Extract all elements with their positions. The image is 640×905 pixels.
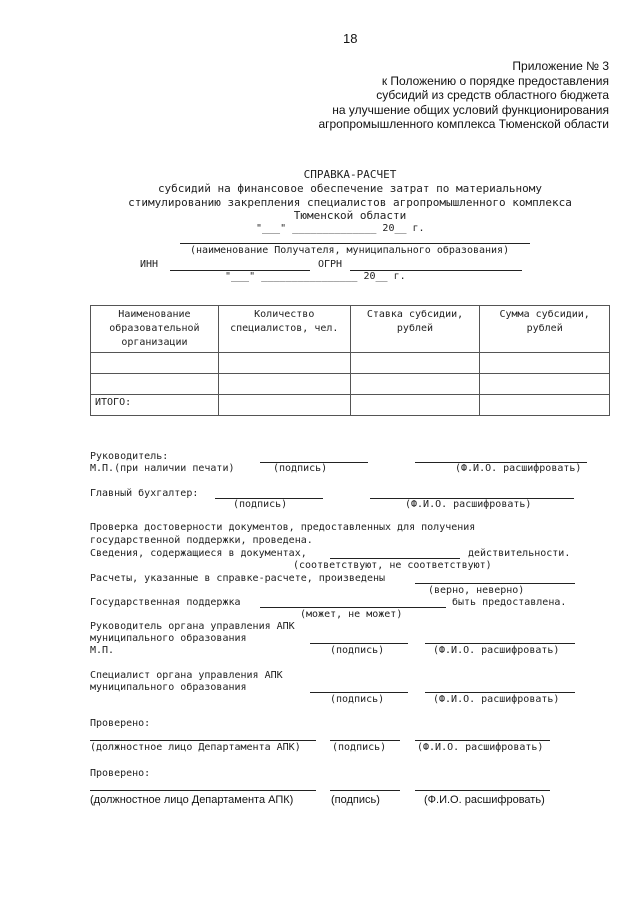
support-caption: (может, не может) xyxy=(300,609,403,620)
fio-caption: (Ф.И.О. расшифровать) xyxy=(433,645,560,656)
support-line xyxy=(260,607,446,608)
apk-head-label: муниципального образования xyxy=(90,633,247,644)
appendix-line: Приложение № 3 xyxy=(512,59,609,73)
signature-caption: (подпись) xyxy=(330,645,385,656)
inn-label: ИНН xyxy=(140,259,159,270)
apk-head-signature-line xyxy=(310,643,408,644)
signature-line xyxy=(330,740,400,741)
document-title: СПРАВКА-РАСЧЕТ xyxy=(303,168,397,181)
mp-label: М.П.(при наличии печати) xyxy=(90,463,235,474)
signature-caption: (подпись) xyxy=(332,742,387,753)
apk-head-fio-line xyxy=(425,643,575,644)
fio-caption: (Ф.И.О. расшифровать) xyxy=(424,794,545,806)
head-label: Руководитель: xyxy=(90,451,169,462)
accountant-label: Главный бухгалтер: xyxy=(90,488,199,499)
verification-text: быть предоставлена. xyxy=(452,597,567,608)
apk-head-mp: М.П. xyxy=(90,645,115,656)
table-row xyxy=(91,374,610,395)
apk-specialist-label: Специалист органа управления АПК xyxy=(90,670,283,681)
subsidy-table xyxy=(90,305,610,416)
documents-match-line xyxy=(330,558,460,559)
verification-text: Сведения, содержащиеся в документах, xyxy=(90,548,307,559)
fio-line xyxy=(415,740,550,741)
verification-text: Государственная поддержка xyxy=(90,597,241,608)
verification-text: действительности. xyxy=(468,548,571,559)
date-line: "___" ______________ 20__ г. xyxy=(256,223,425,234)
document-subtitle: субсидий на финансовое обеспечение затрат по материальному xyxy=(157,182,543,195)
table-header: Сумма субсидии, рублей xyxy=(480,306,610,353)
official-caption: (должностное лицо Департамента АПК) xyxy=(90,742,301,753)
signature-line xyxy=(330,790,400,791)
apk-head-label: Руководитель органа управления АПК xyxy=(90,621,295,632)
fio-line xyxy=(415,790,550,791)
table-header: Количество специалистов, чел. xyxy=(218,306,350,353)
document-subtitle: стимулированию закрепления специалистов агропромышленного комплекса xyxy=(128,196,572,209)
date-line-2: "___" ________________ 20__ г. xyxy=(225,271,406,282)
fio-caption: (Ф.И.О. расшифровать) xyxy=(455,463,582,474)
recipient-line xyxy=(180,243,530,244)
appendix-header xyxy=(318,59,609,132)
signature-caption: (подпись) xyxy=(330,694,385,705)
signature-caption: (подпись) xyxy=(331,794,380,806)
fio-caption: (Ф.И.О. расшифровать) xyxy=(417,742,544,753)
table-header: Наименование образовательной организации xyxy=(91,306,219,353)
appendix-line: к Положению о порядке предоставления xyxy=(381,73,609,88)
verification-text: Расчеты, указанные в справке-расчете, произведены xyxy=(90,573,386,584)
table-row xyxy=(91,353,610,374)
apk-specialist-signature-line xyxy=(310,692,408,693)
official-line xyxy=(90,740,316,741)
table-header-row xyxy=(91,306,610,353)
signature-caption: (подпись) xyxy=(233,499,288,510)
appendix-line: агропромышленного комплекса Тюменской области xyxy=(318,117,609,131)
official-line xyxy=(90,790,316,791)
appendix-line: на улучшение общих условий функционирования xyxy=(332,102,609,117)
document-subtitle: Тюменской области xyxy=(293,209,407,222)
calculation-line xyxy=(415,583,575,584)
fio-caption: (Ф.И.О. расшифровать) xyxy=(433,694,560,705)
verification-text: государственной поддержки, проведена. xyxy=(90,535,313,546)
match-caption: (соответствуют, не соответствуют) xyxy=(293,560,492,571)
signature-caption: (подпись) xyxy=(273,463,328,474)
table-header: Ставка субсидии, рублей xyxy=(350,306,480,353)
fio-caption: (Ф.И.О. расшифровать) xyxy=(405,499,532,510)
total-label: ИТОГО: xyxy=(91,395,219,416)
appendix-line: субсидий из средств областного бюджета xyxy=(376,88,609,102)
apk-specialist-label: муниципального образования xyxy=(90,682,247,693)
recipient-caption: (наименование Получателя, муниципального образования) xyxy=(190,245,510,256)
calculation-caption: (верно, неверно) xyxy=(428,585,525,596)
checked-label: Проверено: xyxy=(90,718,151,729)
page-number: 18 xyxy=(343,31,358,46)
ogrn-label: ОГРН xyxy=(318,259,343,270)
apk-specialist-fio-line xyxy=(425,692,575,693)
table-total-row xyxy=(91,395,610,416)
official-caption: (должностное лицо Департамента АПК) xyxy=(90,794,294,806)
verification-text: Проверка достоверности документов, предоставленных для получения xyxy=(90,522,476,533)
checked-label: Проверено: xyxy=(90,768,151,779)
